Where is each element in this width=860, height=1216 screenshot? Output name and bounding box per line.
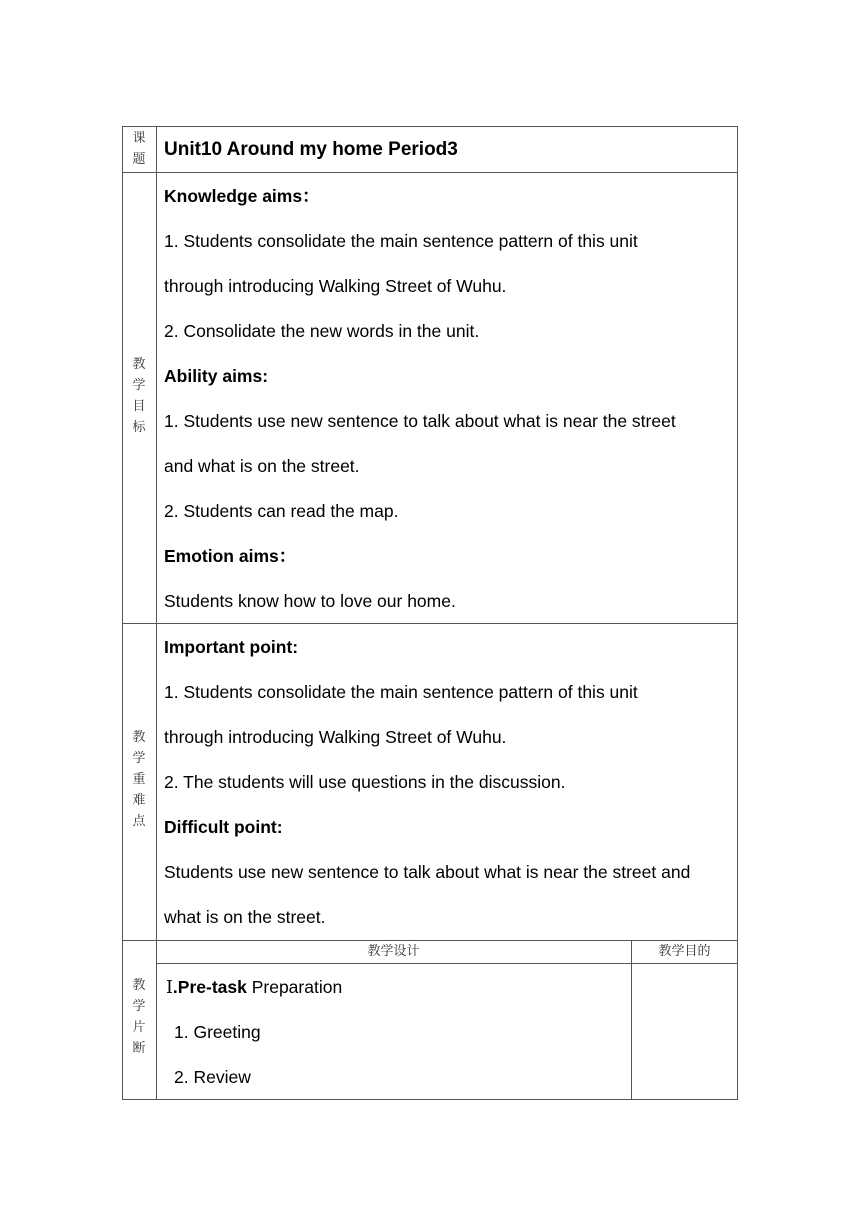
segment-row-label: 教 学 片 断 [132, 978, 146, 1056]
knowledge-aim-1b: through introducing Walking Street of Wuhu. [164, 276, 507, 296]
ability-aims-heading: Ability aims: [164, 366, 269, 386]
ability-aim-2: 2. Students can read the map. [164, 501, 399, 521]
difficult-point-1a: Students use new sentence to talk about what is near the street and [164, 862, 691, 882]
knowledge-aims-heading: Knowledge aims： [164, 186, 320, 206]
important-point-2: 2. The students will use questions in the discussion. [164, 772, 566, 792]
emotion-aim-1: Students know how to love our home. [164, 591, 456, 611]
emotion-aims-heading: Emotion aims： [164, 546, 297, 566]
title-row-label: 课 题 [132, 131, 146, 167]
lesson-title: Unit10 Around my home Period3 [164, 139, 458, 160]
step-item-1: 1. Greeting [174, 1022, 261, 1042]
ability-aim-1a: 1. Students use new sentence to talk about what is near the street [164, 411, 676, 431]
teaching-design-header: 教学设计 [367, 944, 420, 959]
teaching-purpose-header: 教学目的 [658, 944, 711, 959]
important-point-1a: 1. Students consolidate the main sentence pattern of this unit [164, 682, 638, 702]
difficult-point-heading: Difficult point: [164, 817, 283, 837]
step-item-2: 2. Review [174, 1067, 251, 1087]
knowledge-aim-1a: 1. Students consolidate the main sentence pattern of this unit [164, 231, 638, 251]
row-divider-keypoints [122, 940, 738, 941]
difficult-point-1b: what is on the street. [164, 907, 326, 927]
row-divider-title [122, 172, 738, 173]
knowledge-aim-2: 2. Consolidate the new words in the unit. [164, 321, 480, 341]
segment-column-divider [631, 940, 632, 1100]
step-suffix: Preparation [246, 977, 343, 997]
segment-header-divider [156, 963, 738, 964]
row-divider-objectives [122, 623, 738, 624]
ability-aim-1b: and what is on the street. [164, 456, 360, 476]
step-name: .Pre-task [172, 977, 247, 997]
keypoints-row-label: 教 学 重 难 点 [132, 730, 146, 829]
important-point-1b: through introducing Walking Street of Wuhu. [164, 727, 507, 747]
important-point-heading: Important point: [164, 637, 299, 657]
step-numeral: Ⅰ [166, 978, 173, 998]
objectives-row-label: 教 学 目 标 [132, 357, 146, 435]
pre-task-step [166, 976, 342, 999]
